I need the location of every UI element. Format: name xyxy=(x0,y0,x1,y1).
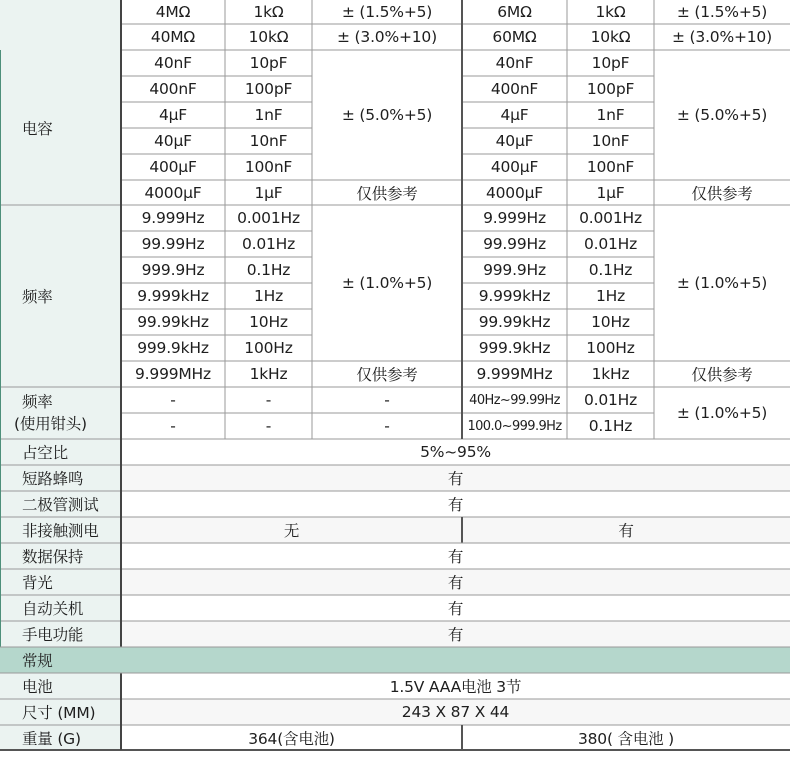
feature-label: 数据保持 xyxy=(22,548,84,566)
frequency-range: 9.999Hz xyxy=(141,209,205,227)
frequency-range: 9.999MHz xyxy=(476,365,553,383)
frequency-resolution: 0.001Hz xyxy=(579,209,642,227)
frequency-clamp-resolution: 0.1Hz xyxy=(588,417,633,435)
frequency-label: 频率 xyxy=(22,288,53,306)
feature-label: 短路蜂鸣 xyxy=(22,470,84,488)
frequency-resolution: 0.1Hz xyxy=(588,261,633,279)
capacitance-resolution: 10nF xyxy=(249,132,288,150)
resistance-cell: ± (1.5%+5) xyxy=(341,3,433,21)
frequency-range: 9.999kHz xyxy=(478,287,551,305)
weight-value-right: 380( 含电池 ) xyxy=(577,729,675,748)
frequency-resolution: 100Hz xyxy=(244,339,293,357)
frequency-resolution: 1Hz xyxy=(595,287,626,305)
capacitance-range: 400nF xyxy=(149,80,197,98)
frequency-range: 99.99kHz xyxy=(478,313,551,331)
capacitance-range: 4000μF xyxy=(144,183,202,202)
resistance-cell: ± (3.0%+10) xyxy=(337,28,437,46)
resistance-cell: 1kΩ xyxy=(253,3,284,21)
feature-label: 背光 xyxy=(22,574,53,592)
frequency-resolution: 10Hz xyxy=(249,313,288,331)
frequency-resolution: 0.1Hz xyxy=(246,261,291,279)
weight-value-left: 364(含电池) xyxy=(248,729,335,748)
resistance-cell: 10kΩ xyxy=(248,28,289,46)
resistance-cell: ± (3.0%+10) xyxy=(672,28,772,46)
frequency-resolution: 1kHz xyxy=(591,365,630,383)
frequency-clamp-cell: - xyxy=(384,417,390,435)
size-value: 243 X 87 X 44 xyxy=(401,703,510,721)
capacitance-resolution: 1nF xyxy=(596,106,625,124)
frequency-clamp-cell: - xyxy=(384,391,390,409)
frequency-clamp-cell: - xyxy=(170,391,176,409)
weight-label: 重量 (G) xyxy=(22,729,81,748)
resistance-cell: 10kΩ xyxy=(590,28,631,46)
frequency-note: 仅供参考 xyxy=(356,366,418,384)
frequency-resolution: 1kHz xyxy=(249,365,288,383)
frequency-resolution: 0.01Hz xyxy=(583,235,638,253)
capacitance-range: 4μF xyxy=(158,106,188,124)
feature-value-right: 有 xyxy=(618,522,634,540)
capacitance-label: 电容 xyxy=(22,119,53,138)
capacitance-resolution: 100nF xyxy=(244,158,293,176)
capacitance-range: 40nF xyxy=(154,54,192,72)
feature-value: 有 xyxy=(447,600,464,618)
capacitance-note: 仅供参考 xyxy=(356,184,418,203)
frequency-range: 99.99kHz xyxy=(137,313,209,331)
capacitance-resolution: 10nF xyxy=(591,132,630,150)
frequency-range: 99.99Hz xyxy=(483,235,546,253)
frequency-range: 999.9Hz xyxy=(483,261,546,279)
feature-value: 有 xyxy=(447,470,464,488)
section-header-general: 常规 xyxy=(22,652,53,670)
capacitance-resolution: 1μF xyxy=(254,183,283,202)
frequency-range: 99.99Hz xyxy=(141,235,205,253)
capacitance-resolution: 10pF xyxy=(591,54,630,72)
frequency-resolution: 1Hz xyxy=(253,287,284,305)
feature-value: 5%~95% xyxy=(420,443,491,461)
capacitance-resolution: 100pF xyxy=(586,80,635,98)
capacitance-note: 仅供参考 xyxy=(691,184,753,203)
resistance-cell: 40MΩ xyxy=(150,28,196,46)
frequency-range: 999.9Hz xyxy=(141,261,205,279)
capacitance-resolution: 100nF xyxy=(586,158,635,176)
resistance-cell: 60MΩ xyxy=(492,28,537,46)
capacitance-resolution: 1nF xyxy=(254,106,283,124)
battery-value: 1.5V AAA电池 3节 xyxy=(389,678,522,696)
capacitance-range: 400μF xyxy=(490,158,539,176)
size-label: 尺寸 (MM) xyxy=(22,704,96,722)
battery-label: 电池 xyxy=(22,678,53,696)
feature-value: 有 xyxy=(447,574,464,592)
frequency-clamp-cell: - xyxy=(265,391,272,409)
frequency-clamp-range: 40Hz~99.99Hz xyxy=(469,392,560,408)
capacitance-accuracy: ± (5.0%+5) xyxy=(341,106,433,124)
frequency-note: 仅供参考 xyxy=(691,366,753,384)
frequency-resolution: 0.001Hz xyxy=(237,209,300,227)
feature-value: 有 xyxy=(447,548,464,566)
resistance-cell: 6MΩ xyxy=(497,3,532,21)
capacitance-range: 40μF xyxy=(495,132,534,150)
capacitance-range: 40nF xyxy=(495,54,534,72)
frequency-range: 9.999Hz xyxy=(483,209,546,227)
feature-label: 非接触测电 xyxy=(22,522,99,540)
frequency-clamp-range: 100.0~999.9Hz xyxy=(467,418,562,434)
capacitance-range: 400μF xyxy=(149,158,197,176)
resistance-cell: ± (1.5%+5) xyxy=(676,3,768,21)
frequency-range: 999.9kHz xyxy=(137,339,209,357)
frequency-clamp-cell: - xyxy=(265,417,272,435)
frequency-clamp-label-line1: 频率 xyxy=(22,393,53,411)
capacitance-resolution: 1μF xyxy=(596,183,625,202)
frequency-clamp-accuracy: ± (1.0%+5) xyxy=(676,404,768,422)
feature-label: 手电功能 xyxy=(22,626,84,644)
capacitance-resolution: 10pF xyxy=(249,54,288,72)
feature-label: 自动关机 xyxy=(22,600,84,618)
capacitance-range: 400nF xyxy=(490,80,539,98)
capacitance-range: 40μF xyxy=(154,132,192,150)
frequency-resolution: 0.01Hz xyxy=(241,235,296,253)
frequency-resolution: 10Hz xyxy=(591,313,630,331)
resistance-cell: 4MΩ xyxy=(155,3,191,21)
capacitance-range: 4μF xyxy=(500,106,529,124)
feature-label: 占空比 xyxy=(22,444,68,462)
feature-label: 二极管测试 xyxy=(22,496,99,514)
frequency-accuracy: ± (1.0%+5) xyxy=(341,274,433,292)
capacitance-resolution: 100pF xyxy=(244,80,293,98)
frequency-clamp-cell: - xyxy=(170,417,176,435)
frequency-resolution: 100Hz xyxy=(586,339,635,357)
resistance-cell: 1kΩ xyxy=(595,3,626,21)
frequency-range: 999.9kHz xyxy=(478,339,551,357)
feature-value: 有 xyxy=(447,496,464,514)
capacitance-range: 4000μF xyxy=(485,183,544,202)
frequency-range: 9.999MHz xyxy=(135,365,211,383)
frequency-clamp-label xyxy=(0,387,121,439)
frequency-range: 9.999kHz xyxy=(137,287,209,305)
capacitance-accuracy: ± (5.0%+5) xyxy=(676,106,768,124)
frequency-accuracy: ± (1.0%+5) xyxy=(676,274,768,292)
frequency-clamp-resolution: 0.01Hz xyxy=(583,391,638,409)
frequency-clamp-label-line2: (使用钳头) xyxy=(14,415,87,433)
feature-value: 有 xyxy=(447,626,464,644)
feature-value-left: 无 xyxy=(283,522,300,540)
